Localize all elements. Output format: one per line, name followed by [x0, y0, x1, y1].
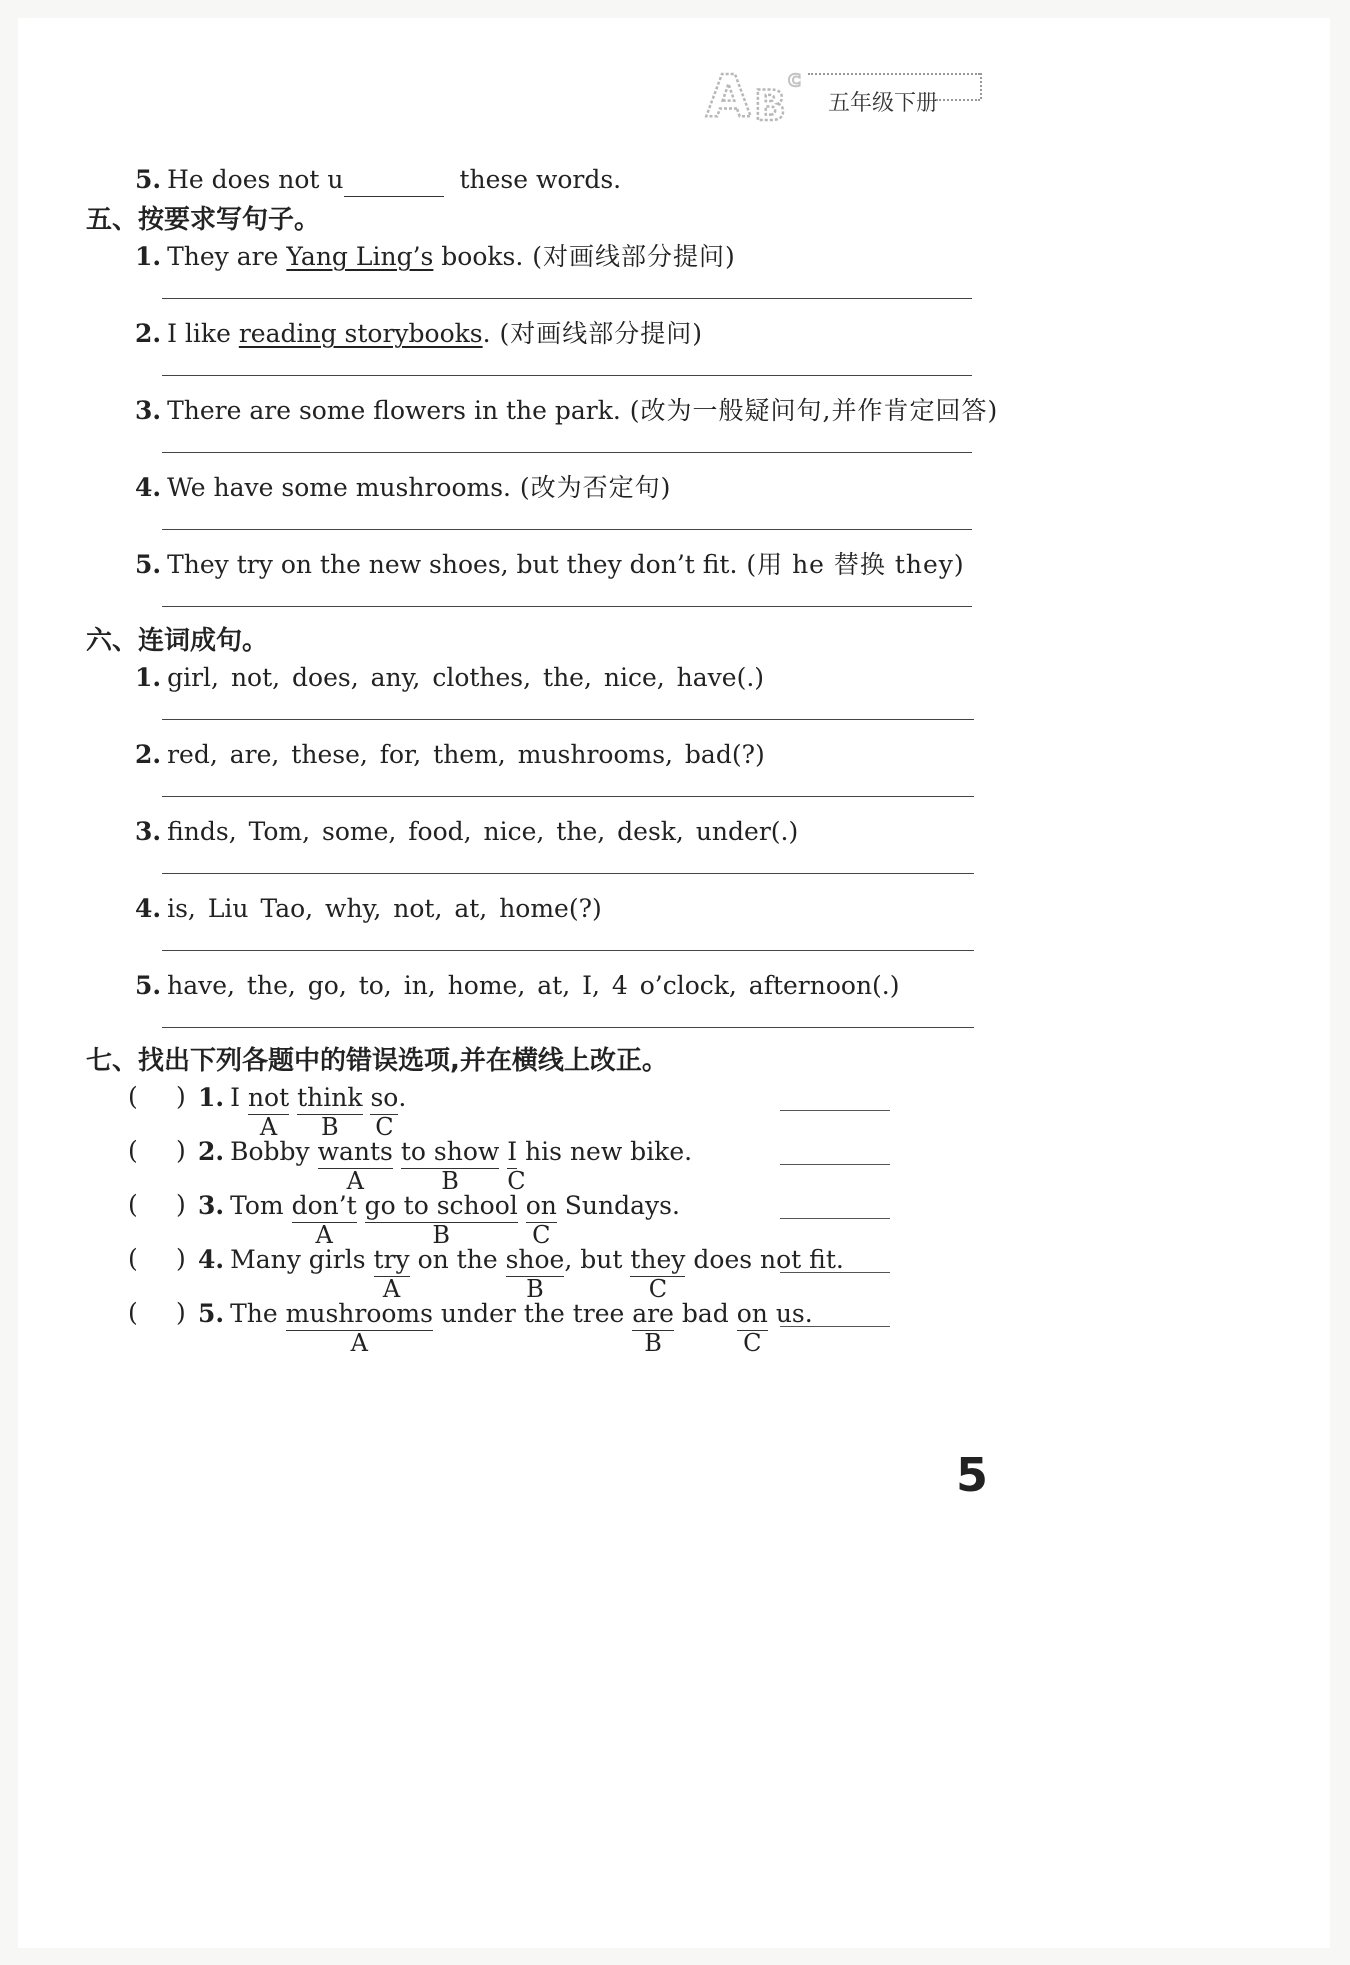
word-list: have, the, go, to, in, home, at, I, 4 o’clock, afternoon(.): [167, 971, 900, 1000]
sentence-text: on the: [409, 1245, 506, 1274]
instruction-hint: (改为一般疑问句,并作肯定回答): [620, 396, 999, 425]
option-text: go to school: [364, 1191, 518, 1220]
sentence-text: We have some mushrooms.: [167, 473, 511, 502]
answer-choice-slot[interactable]: [140, 1244, 176, 1274]
item-number: 4.: [135, 894, 162, 923]
option-letter: A: [382, 1275, 401, 1303]
option-letter: C: [532, 1221, 551, 1249]
answer-line[interactable]: [162, 873, 974, 874]
sentence-text: Many girls: [230, 1245, 374, 1274]
answer-paren-close: ): [176, 1082, 186, 1111]
correction-line[interactable]: [780, 1326, 890, 1327]
option-text: mushrooms: [285, 1299, 433, 1328]
option-c: [507, 1136, 526, 1195]
option-a: [285, 1298, 433, 1357]
option-text: on: [736, 1299, 768, 1328]
error-correction-item: [198, 1136, 693, 1195]
section-six-item: [135, 739, 765, 771]
option-text: they: [630, 1245, 686, 1274]
sentence-text: Tom: [230, 1191, 292, 1220]
option-c: [370, 1082, 399, 1141]
svg-text:B: B: [754, 81, 787, 128]
answer-line[interactable]: [162, 375, 972, 376]
section-five-item: [135, 549, 965, 581]
sentence-text: , but: [564, 1245, 631, 1274]
answer-line[interactable]: [162, 298, 972, 299]
item-number: 2.: [135, 740, 162, 769]
sentence-text: under the tree: [432, 1299, 633, 1328]
section-five-item: [135, 241, 736, 273]
option-letter: B: [644, 1329, 662, 1357]
section-six-item: [135, 662, 764, 694]
instruction-hint: (对画线部分提问): [490, 319, 704, 348]
option-b: [632, 1298, 674, 1357]
option-letter: B: [526, 1275, 544, 1303]
option-text: so: [370, 1083, 399, 1112]
answer-choice-slot[interactable]: [140, 1136, 176, 1166]
answer-line[interactable]: [162, 529, 972, 530]
instruction-hint: (用 he 替换 they): [737, 550, 965, 579]
instruction-hint: (改为否定句): [510, 473, 672, 502]
section-five-item: [135, 318, 703, 350]
answer-line[interactable]: [162, 452, 972, 453]
option-b: [364, 1190, 518, 1249]
answer-paren-open: (: [128, 1190, 138, 1219]
underlined-part: reading storybooks: [238, 319, 483, 348]
answer-line[interactable]: [162, 719, 974, 720]
option-b: [297, 1082, 363, 1141]
svg-text:c: c: [788, 67, 802, 92]
option-text: I: [507, 1137, 518, 1166]
option-text: to show: [400, 1137, 500, 1166]
instruction-hint: (对画线部分提问): [523, 242, 736, 271]
underlined-part: Yang Ling’s: [286, 242, 434, 271]
option-text: wants: [317, 1137, 393, 1166]
option-b: [505, 1244, 565, 1303]
option-c: [630, 1244, 686, 1303]
header-dotted-line-bottom: [936, 99, 980, 101]
option-a: [317, 1136, 393, 1195]
item-number: 2.: [198, 1137, 225, 1166]
page-number: 5: [956, 1448, 989, 1502]
answer-paren-open: (: [128, 1244, 138, 1273]
option-letter: A: [259, 1113, 278, 1141]
correction-line[interactable]: [780, 1110, 890, 1111]
section-five-item: [135, 472, 671, 504]
sentence-text: There are some flowers in the park.: [167, 396, 621, 425]
sentence-text: us.: [767, 1299, 813, 1328]
word-list: is, Liu Tao, why, not, at, home(?): [167, 894, 602, 923]
ab-logo: [698, 58, 808, 128]
option-letter: C: [743, 1329, 762, 1357]
item-number: 3.: [198, 1191, 225, 1220]
option-text: not: [247, 1083, 290, 1112]
option-letter: C: [375, 1113, 394, 1141]
correction-line[interactable]: [780, 1218, 890, 1219]
header-dotted-line-top: [808, 73, 980, 75]
option-letter: A: [315, 1221, 333, 1249]
error-correction-item: [198, 1190, 680, 1249]
sentence-text: bad: [673, 1299, 737, 1328]
section-four-item-5: 5. He does not u these words.: [135, 164, 621, 197]
option-text: shoe: [505, 1245, 565, 1274]
correction-line[interactable]: [780, 1164, 890, 1165]
answer-choice-slot[interactable]: [140, 1082, 176, 1112]
sentence-text: [393, 1137, 401, 1166]
error-correction-item: [198, 1298, 813, 1357]
answer-paren-close: ): [176, 1136, 186, 1165]
sentence-text: I like: [167, 319, 239, 348]
option-a: [291, 1190, 357, 1249]
answer-line[interactable]: [162, 796, 974, 797]
item-number: 3.: [135, 817, 162, 846]
word-list: finds, Tom, some, food, nice, the, desk, under(.): [167, 817, 799, 846]
item-number: 4.: [135, 473, 162, 502]
item-number: 2.: [135, 319, 162, 348]
item-number: 1.: [135, 242, 162, 271]
answer-paren-open: (: [128, 1298, 138, 1327]
option-a: [247, 1082, 290, 1141]
option-letter: C: [648, 1275, 668, 1303]
sentence-text: I: [230, 1083, 248, 1112]
option-letter: B: [441, 1167, 459, 1195]
option-b: [400, 1136, 500, 1195]
sentence-text: Bobby: [230, 1137, 318, 1166]
item-number: 1.: [135, 663, 162, 692]
answer-choice-slot[interactable]: [140, 1190, 176, 1220]
answer-line[interactable]: [162, 950, 974, 951]
sentence-text: does not fit.: [685, 1245, 844, 1274]
sentence-text: .: [482, 319, 491, 348]
answer-paren-close: ): [176, 1298, 186, 1327]
answer-paren-close: ): [176, 1190, 186, 1219]
sentence-text: The: [230, 1299, 286, 1328]
fill-blank[interactable]: [344, 164, 444, 197]
sentence-text: [363, 1083, 371, 1112]
sentence-text: They try on the new shoes, but they don’t fit.: [167, 550, 738, 579]
option-text: don’t: [291, 1191, 357, 1220]
word-list: girl, not, does, any, clothes, the, nice, have(.): [167, 663, 765, 692]
answer-paren-open: (: [128, 1136, 138, 1165]
item-number: 3.: [135, 396, 162, 425]
sentence-text: [499, 1137, 507, 1166]
option-a: [373, 1244, 410, 1303]
section-six-item: [135, 970, 900, 1002]
option-text: are: [632, 1299, 674, 1328]
option-text: try: [373, 1245, 410, 1274]
option-text: on: [525, 1191, 557, 1220]
section-six-item: [135, 893, 602, 925]
sentence-text: [357, 1191, 365, 1220]
answer-paren-open: (: [128, 1082, 138, 1111]
item-number: 5.: [198, 1299, 225, 1328]
option-text: think: [297, 1083, 363, 1112]
option-letter: A: [346, 1167, 364, 1195]
section-six-item: [135, 816, 798, 848]
error-correction-item: [198, 1082, 407, 1141]
answer-line[interactable]: [162, 606, 972, 607]
item-number: 4.: [198, 1245, 225, 1274]
item-number: 1.: [198, 1083, 225, 1112]
section-five-item: [135, 395, 998, 427]
item-number: 5.: [135, 971, 162, 1000]
sentence-text: his new bike.: [517, 1137, 693, 1166]
answer-paren-close: ): [176, 1244, 186, 1273]
grade-label: 五年级下册: [828, 91, 939, 116]
section-seven-title: 七、找出下列各题中的错误选项,并在横线上改正。: [86, 1046, 668, 1076]
option-letter: A: [350, 1329, 368, 1357]
section-six-title: 六、连词成句。: [86, 626, 269, 656]
option-letter: B: [320, 1113, 339, 1141]
option-c: [525, 1190, 557, 1249]
correction-line[interactable]: [780, 1272, 890, 1273]
word-list: red, are, these, for, them, mushrooms, bad(?): [167, 740, 765, 769]
section-five-title: 五、按要求写句子。: [86, 205, 321, 235]
sentence-text: They are: [167, 242, 287, 271]
option-c: [736, 1298, 768, 1357]
sentence-text: [289, 1083, 297, 1112]
sentence-text: Sundays.: [556, 1191, 680, 1220]
worksheet-page: [18, 18, 1330, 1948]
answer-line[interactable]: [162, 1027, 974, 1028]
option-letter: B: [432, 1221, 451, 1249]
error-correction-item: [198, 1244, 844, 1303]
option-letter: C: [507, 1167, 526, 1195]
sentence-text: books.: [433, 242, 524, 271]
sentence-text: [518, 1191, 526, 1220]
sentence-text: .: [398, 1083, 407, 1112]
item-number: 5.: [135, 550, 162, 579]
header-dotted-line-right: [980, 73, 982, 99]
answer-choice-slot[interactable]: [140, 1298, 176, 1328]
svg-text:A: A: [706, 62, 751, 128]
